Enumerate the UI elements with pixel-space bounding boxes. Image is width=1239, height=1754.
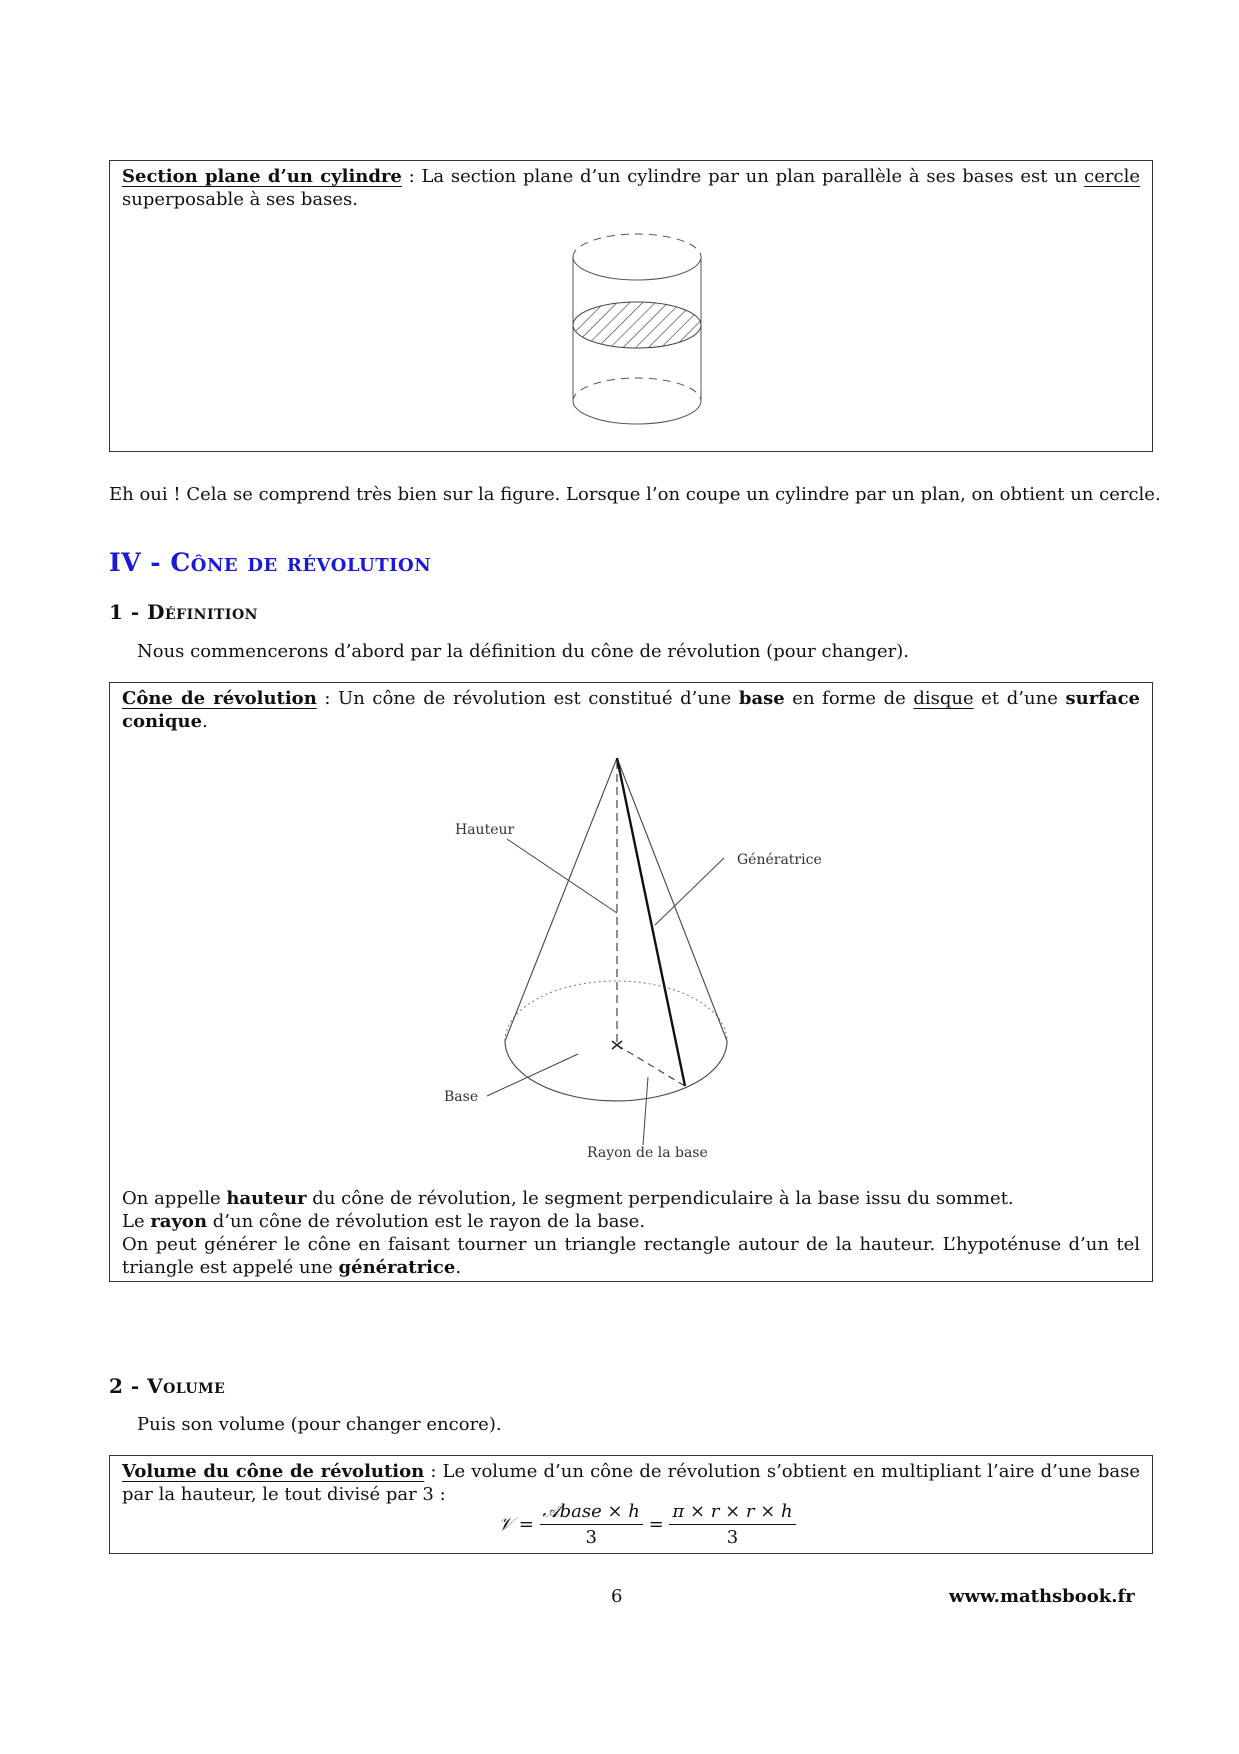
subsection-definition-title: 1 - Définition bbox=[109, 600, 258, 624]
label-rayon: Rayon de la base bbox=[587, 1145, 708, 1161]
cylinder-comment: Eh oui ! Cela se comprend très bien sur la figure. Lorsque l’on coupe un cylindre par un plan, on obtient un cercle. bbox=[109, 484, 1161, 505]
page-number: 6 bbox=[611, 1586, 623, 1607]
cylinder-figure bbox=[110, 211, 1154, 451]
volume-term: Volume du cône de révolution bbox=[122, 1461, 425, 1482]
formula-fraction-1: $\frac{\text{𝒜base × h}}{3}$ bbox=[540, 1500, 643, 1549]
footer-website: www.mathsbook.fr bbox=[949, 1586, 1135, 1607]
definition-intro: Nous commencerons d’abord par la définition du cône de révolution (pour changer). bbox=[137, 641, 910, 662]
cylinder-term: Section plane d’un cylindre bbox=[122, 166, 402, 187]
cone-explanations bbox=[122, 1187, 1140, 1279]
cone-generatrix-line bbox=[617, 758, 685, 1086]
cone-figure bbox=[110, 743, 1154, 1163]
cone-definition-box bbox=[109, 682, 1153, 1282]
cylinder-section-box bbox=[109, 160, 1153, 452]
cylinder-section-disc bbox=[573, 302, 701, 348]
volume-formula: 𝒱 = $\frac{\text{𝒜base × h}}{3}$ = $\frac{\pi \times r \times r \times h}{3}$ bbox=[498, 1500, 796, 1549]
label-hauteur: Hauteur bbox=[455, 822, 515, 838]
rayon-definition: Le rayon d’un cône de révolution est le rayon de la base. bbox=[122, 1211, 646, 1232]
cylinder-definition-text: Section plane d’un cylindre : La section plane d’un cylindre par un plan parallèle à ses bases est un cercle superposable à ses bases. bbox=[122, 166, 1140, 210]
disque-word: disque bbox=[913, 688, 974, 709]
cercle-word: cercle bbox=[1084, 166, 1140, 187]
subsection-volume-title: 2 - Volume bbox=[109, 1374, 226, 1398]
hauteur-definition: On appelle hauteur du cône de révolution, le segment perpendiculaire à la base issu du sommet. bbox=[122, 1188, 1014, 1209]
volume-intro: Puis son volume (pour changer encore). bbox=[137, 1414, 502, 1435]
cone-radius-line bbox=[617, 1045, 685, 1086]
volume-definition-text: Volume du cône de révolution : Le volume d’un cône de révolution s’obtient en multipliant l’aire d’une base par la hauteur, le tout divisé par 3 : bbox=[122, 1461, 1140, 1505]
label-generatrice: Génératrice bbox=[737, 852, 822, 868]
formula-fraction-2: $\frac{\pi \times r \times r \times h}{3}$ bbox=[669, 1500, 795, 1549]
generatrice-definition: On peut générer le cône en faisant tourner un triangle rectangle autour de la hauteur. L’hypoténuse d’un tel triangle est appelé une génératrice. bbox=[122, 1234, 1140, 1278]
volume-box bbox=[109, 1455, 1153, 1554]
section-title: IV - Cône de révolution bbox=[109, 548, 432, 577]
label-base: Base bbox=[444, 1089, 479, 1105]
cone-definition-text: Cône de révolution : Un cône de révolution est constitué d’une base en forme de disque et d’une surface conique. bbox=[122, 688, 1140, 732]
cone-term: Cône de révolution bbox=[122, 688, 317, 709]
